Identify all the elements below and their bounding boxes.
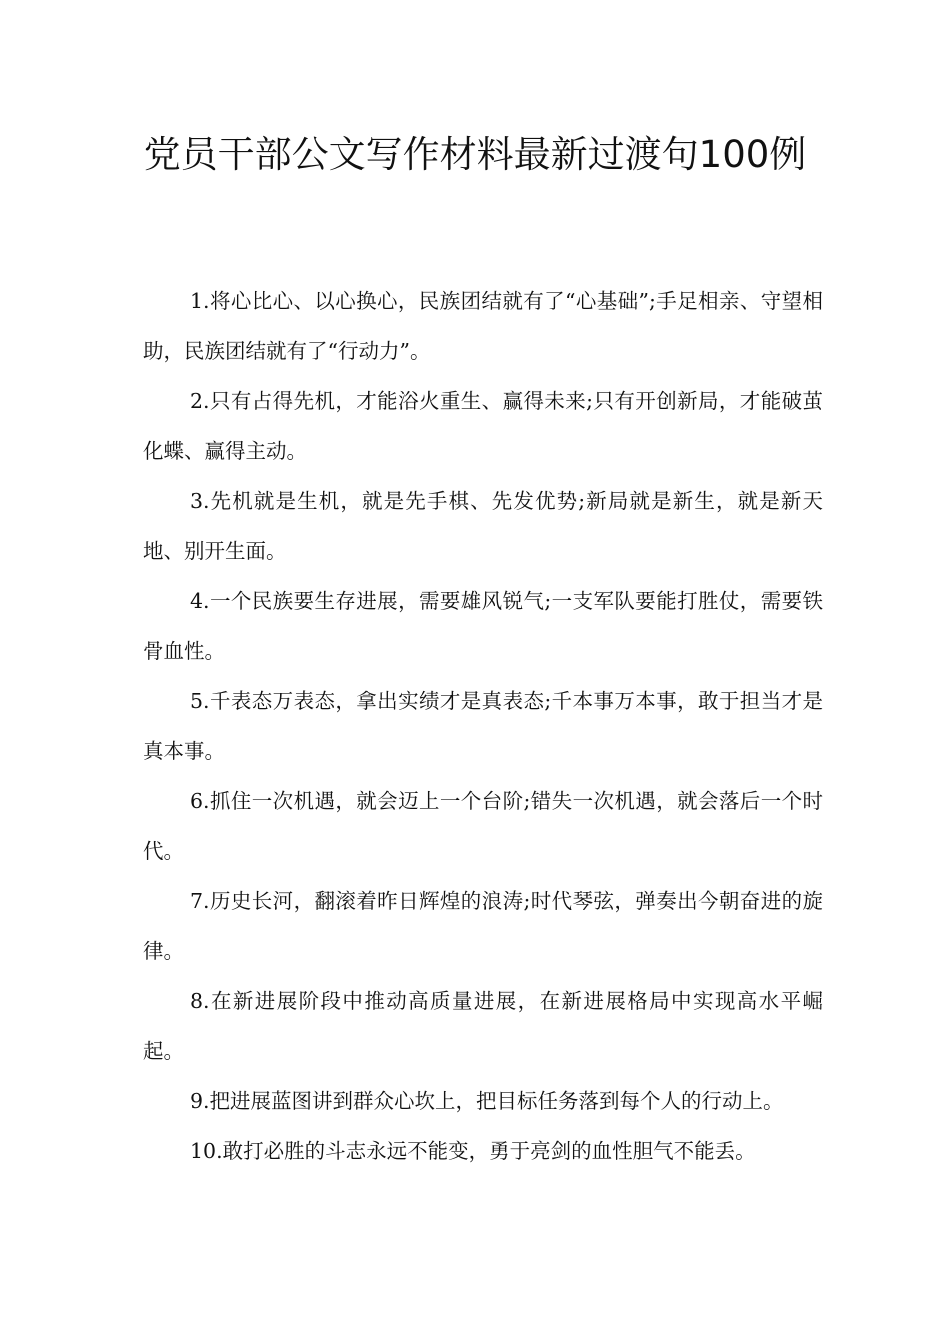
paragraph: 9.把进展蓝图讲到群众心坎上，把目标任务落到每个人的行动上。 bbox=[190, 1089, 784, 1113]
paragraph: 1.将心比心、以心换心，民族团结就有了“心基础”;手足相亲、守望相助，民族团结就有了“行动力”。 bbox=[143, 289, 823, 363]
paragraph: 8.在新进展阶段中推动高质量进展，在新进展格局中实现高水平崛起。 bbox=[143, 989, 823, 1063]
document-title: 党员干部公文写作材料最新过渡句100例 bbox=[143, 133, 807, 176]
paragraph: 4.一个民族要生存进展，需要雄风锐气;一支军队要能打胜仗，需要铁骨血性。 bbox=[143, 589, 823, 663]
paragraph: 2.只有占得先机，才能浴火重生、赢得未来;只有开创新局，才能破茧化蝶、赢得主动。 bbox=[143, 389, 823, 463]
paragraph: 6.抓住一次机遇，就会迈上一个台阶;错失一次机遇，就会落后一个时代。 bbox=[143, 789, 823, 863]
paragraph: 7.历史长河，翻滚着昨日辉煌的浪涛;时代琴弦，弹奏出今朝奋进的旋律。 bbox=[143, 889, 823, 963]
paragraph: 3.先机就是生机，就是先手棋、先发优势;新局就是新生，就是新天地、别开生面。 bbox=[143, 489, 823, 563]
document-body bbox=[143, 276, 823, 1176]
paragraph: 10.敢打必胜的斗志永远不能变，勇于亮剑的血性胆气不能丢。 bbox=[190, 1139, 756, 1163]
paragraph: 5.千表态万表态，拿出实绩才是真表态;千本事万本事，敢于担当才是真本事。 bbox=[143, 689, 823, 763]
